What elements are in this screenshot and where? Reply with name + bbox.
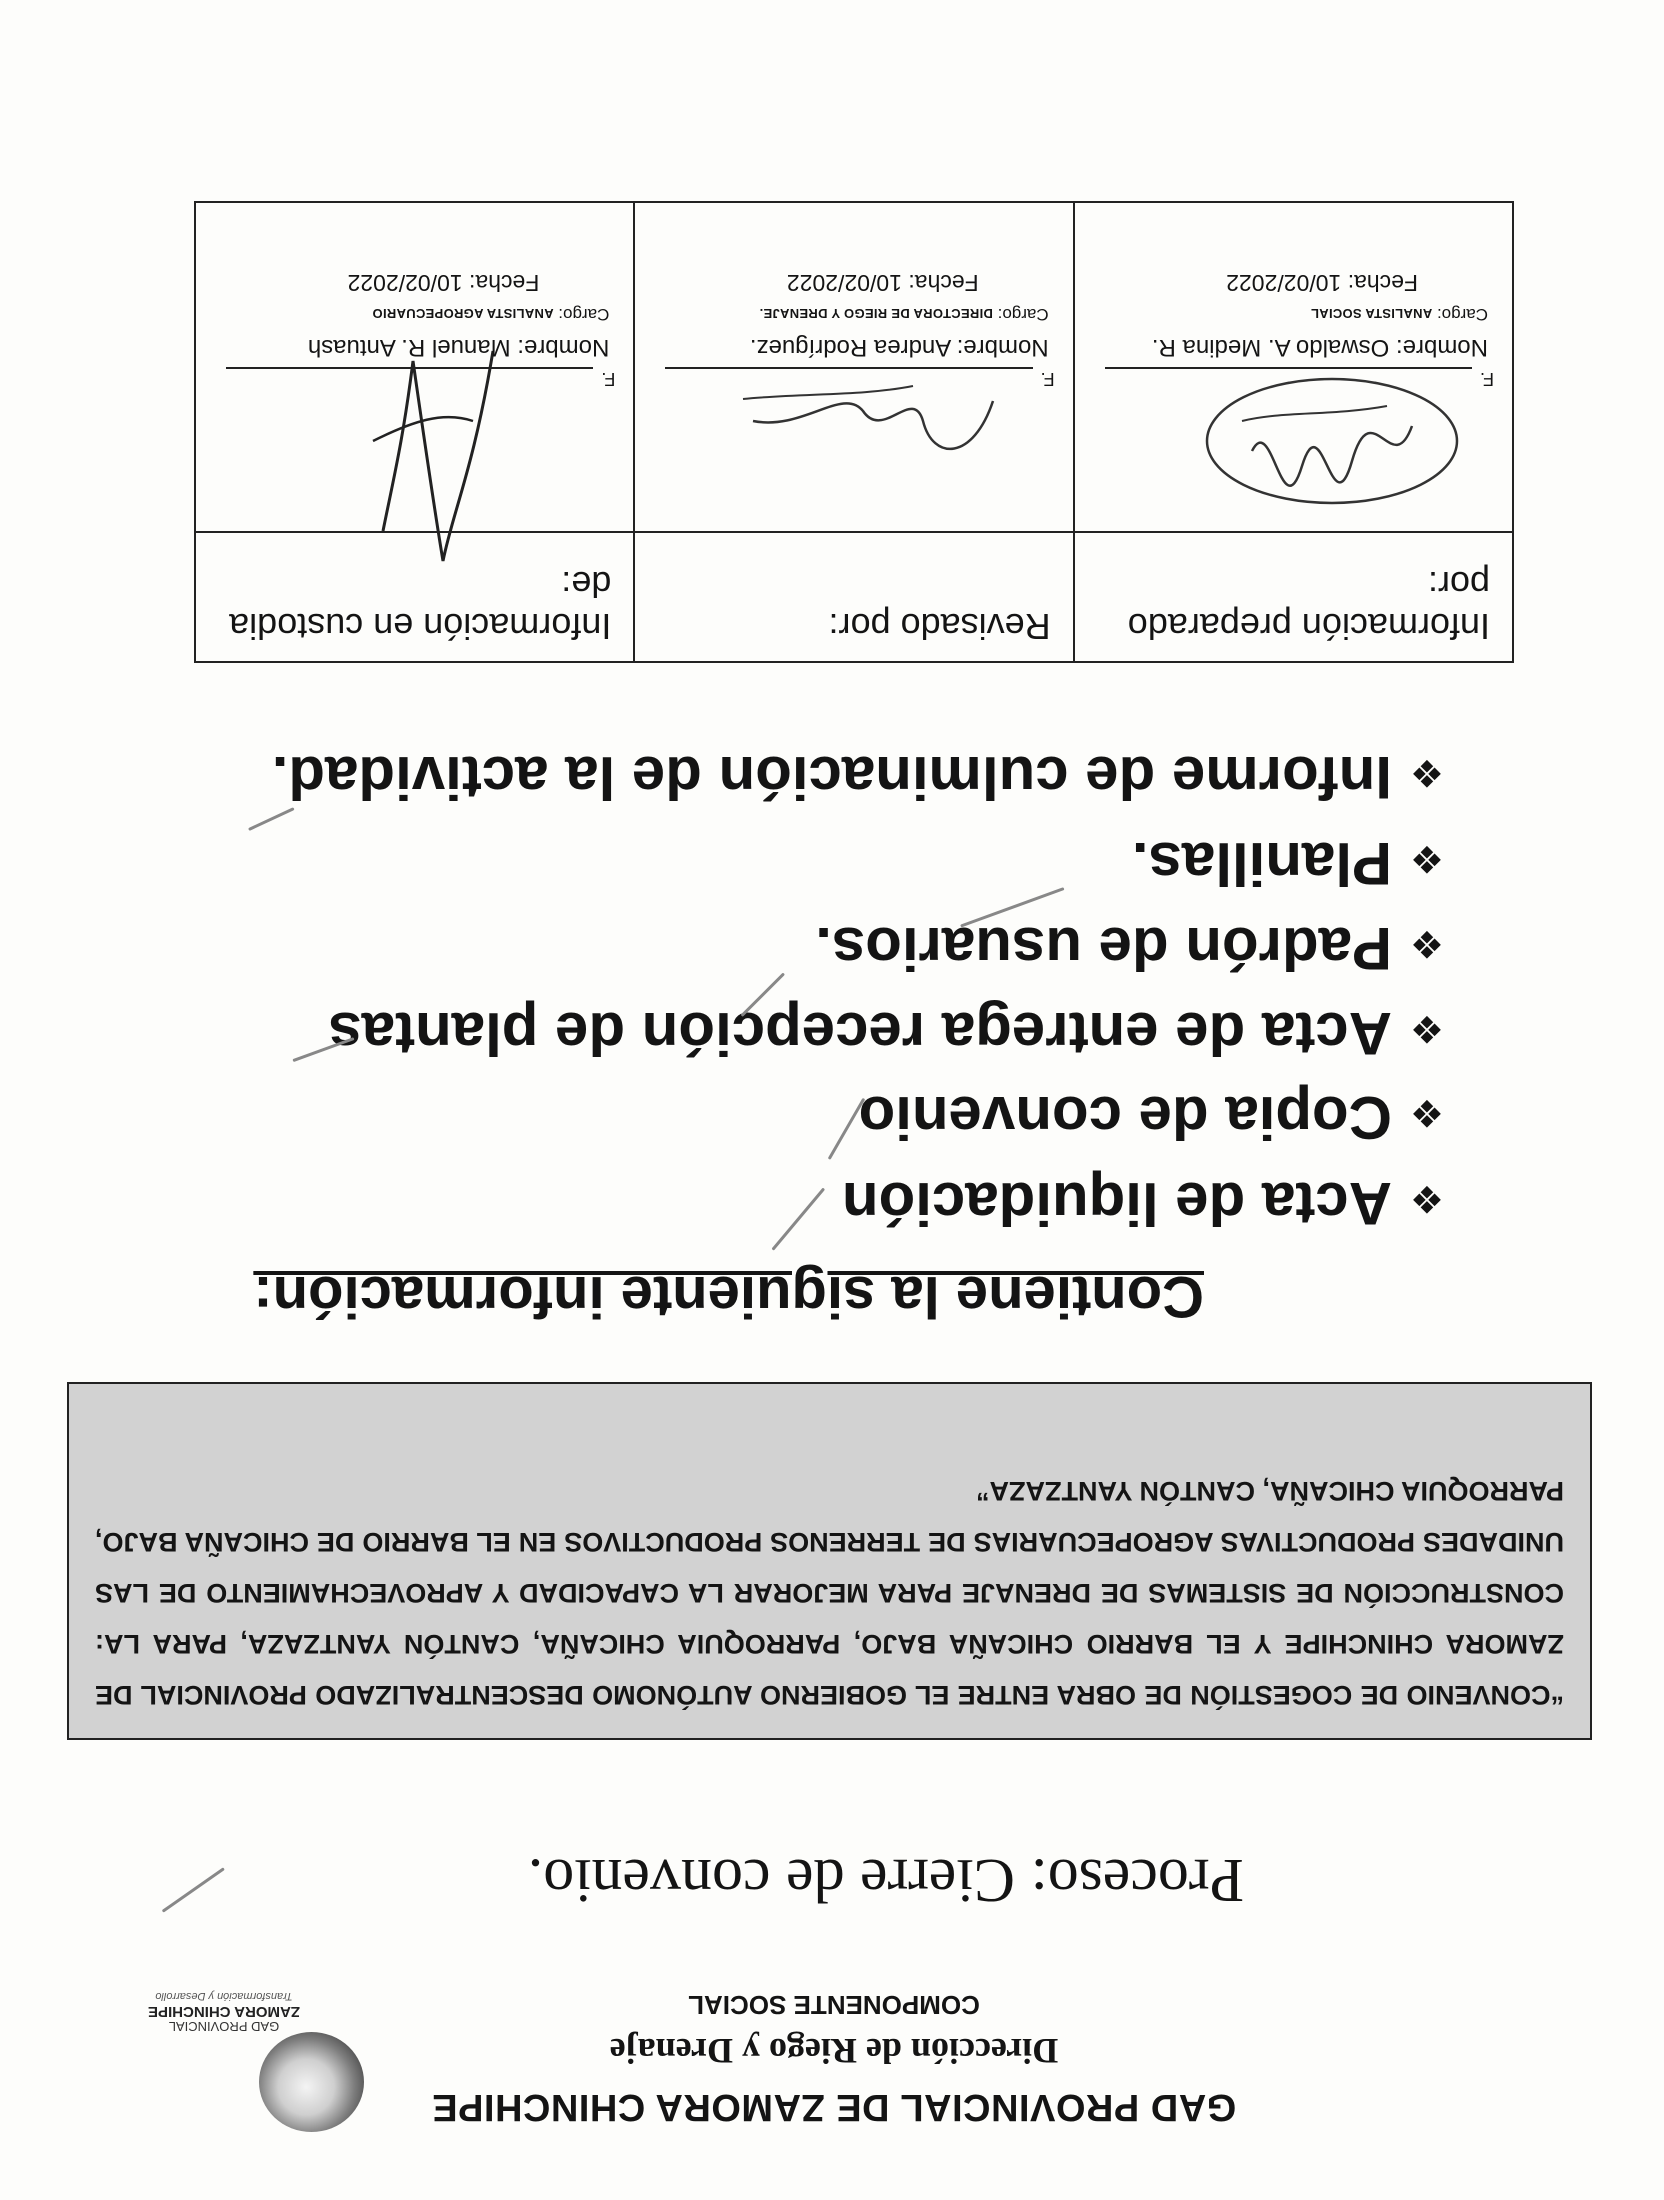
signature-f-label: F. bbox=[1479, 369, 1494, 389]
signature-f-label: F. bbox=[601, 369, 616, 389]
signatures-table bbox=[194, 201, 1514, 663]
signature-block-custody bbox=[195, 202, 634, 532]
cargo-value: ANALISTA SOCIAL bbox=[1310, 306, 1433, 321]
institution-logo bbox=[74, 1990, 374, 2132]
signature-date: Fecha: 10/02/2022 bbox=[347, 270, 540, 296]
diamond-bullet-icon: ❖ bbox=[1409, 922, 1444, 965]
list-item bbox=[328, 999, 1444, 1068]
signer-position bbox=[1311, 304, 1488, 324]
list-item-text: Acta de liquidación bbox=[841, 1170, 1392, 1237]
cargo-value: ANALISTA AGROPECUARIO bbox=[372, 306, 554, 321]
institution-name: GAD PROVINCIAL DE ZAMORA CHINCHIPE bbox=[431, 2086, 1237, 2128]
signer-position bbox=[759, 304, 1048, 324]
list-item-text: Acta de entrega recepción de plantas bbox=[328, 1000, 1392, 1067]
list-item-text: Planillas. bbox=[1131, 830, 1392, 897]
check-mark bbox=[771, 1188, 825, 1251]
cargo-label: Cargo: bbox=[558, 305, 610, 324]
logo-line-2: ZAMORA CHINCHIPE bbox=[148, 2003, 300, 2020]
list-item bbox=[859, 1083, 1444, 1152]
signer-name: Nombre: Oswaldo A. Medina R. bbox=[1151, 334, 1488, 361]
cargo-value: DIRECTORA DE RIEGO Y DRENAJE. bbox=[759, 306, 993, 321]
logo-emblem-icon bbox=[259, 2032, 364, 2132]
signer-position bbox=[372, 304, 609, 324]
logo-tagline: Transformación y Desarrollo bbox=[155, 1990, 293, 2002]
role-custody-of: Información en custodia de: bbox=[195, 532, 634, 662]
diamond-bullet-icon: ❖ bbox=[1409, 837, 1444, 880]
diamond-bullet-icon: ❖ bbox=[1409, 1177, 1444, 1220]
list-item-text: Informe de culminación de la actividad. bbox=[271, 744, 1392, 811]
signature-date: Fecha: 10/02/2022 bbox=[1226, 270, 1418, 296]
signature-line bbox=[665, 367, 1032, 369]
handwritten-signature bbox=[713, 371, 1033, 481]
role-reviewed-by: Revisado por: bbox=[634, 532, 1073, 662]
diamond-bullet-icon: ❖ bbox=[1409, 1091, 1444, 1134]
agreement-box: “CONVENIO DE COGESTIÓN DE OBRA ENTRE EL GOBIERNO AUTÓNOMO DESCENTRALIZADO PROVINCIAL DE ZAMORA CHINCHIPE Y EL BARRIO CHICAÑA BAJO, PARROQUIA CHICAÑA, CANTÓN YANTZAZA, PARA LA: CONSTRUCCIÓN DE SISTEMAS DE DRENAJE PARA MEJORAR LA CAPACIDAD Y APROVECHAMIENTO DE LAS UNIDADES PRODUCTIVAS AGROPECUARIAS DE TERRENOS PRODUCTIVOS EN EL BARRIO DE CHICAÑA BAJO, PARROQUIA CHICAÑA, CANTÓN YANTZAZA” bbox=[67, 1382, 1592, 1740]
signature-line bbox=[1105, 367, 1472, 369]
diamond-bullet-icon: ❖ bbox=[1409, 751, 1444, 794]
list-item-text: Copia de convenio bbox=[858, 1084, 1392, 1151]
list-item-text: Padrón de usuarios. bbox=[815, 915, 1392, 982]
handwritten-signature bbox=[1182, 371, 1482, 521]
component-name: COMPONENTE SOCIAL bbox=[688, 1990, 980, 2020]
signer-name: Nombre: Manuel R. Antuash bbox=[307, 334, 610, 361]
signature-block-prepared bbox=[1074, 202, 1513, 532]
signature-block-reviewed bbox=[634, 202, 1073, 532]
cargo-label: Cargo: bbox=[997, 305, 1049, 324]
signature-date: Fecha: 10/02/2022 bbox=[786, 270, 979, 296]
check-mark bbox=[162, 1867, 225, 1912]
signature-f-label: F. bbox=[1040, 369, 1055, 389]
signer-name: Nombre: Andrea Rodríguez. bbox=[749, 334, 1049, 361]
logo-line-1: GAD PROVINCIAL bbox=[168, 2019, 280, 2034]
handwritten-signature bbox=[333, 331, 533, 591]
process-title: Proceso: Cierre de convenio. bbox=[527, 1846, 1244, 1914]
contents-heading: Contiene la siguiente información: bbox=[253, 1264, 1204, 1329]
department-name: Dirección de Riego y Drenaje bbox=[609, 2031, 1059, 2071]
diamond-bullet-icon: ❖ bbox=[1409, 1007, 1444, 1050]
cargo-label: Cargo: bbox=[1436, 305, 1488, 324]
list-item bbox=[272, 743, 1444, 812]
list-item bbox=[842, 1169, 1444, 1238]
signature-line bbox=[226, 367, 593, 369]
list-item bbox=[815, 914, 1444, 983]
role-prepared-by: Información preparado por: bbox=[1074, 532, 1513, 662]
list-item bbox=[1132, 829, 1444, 898]
